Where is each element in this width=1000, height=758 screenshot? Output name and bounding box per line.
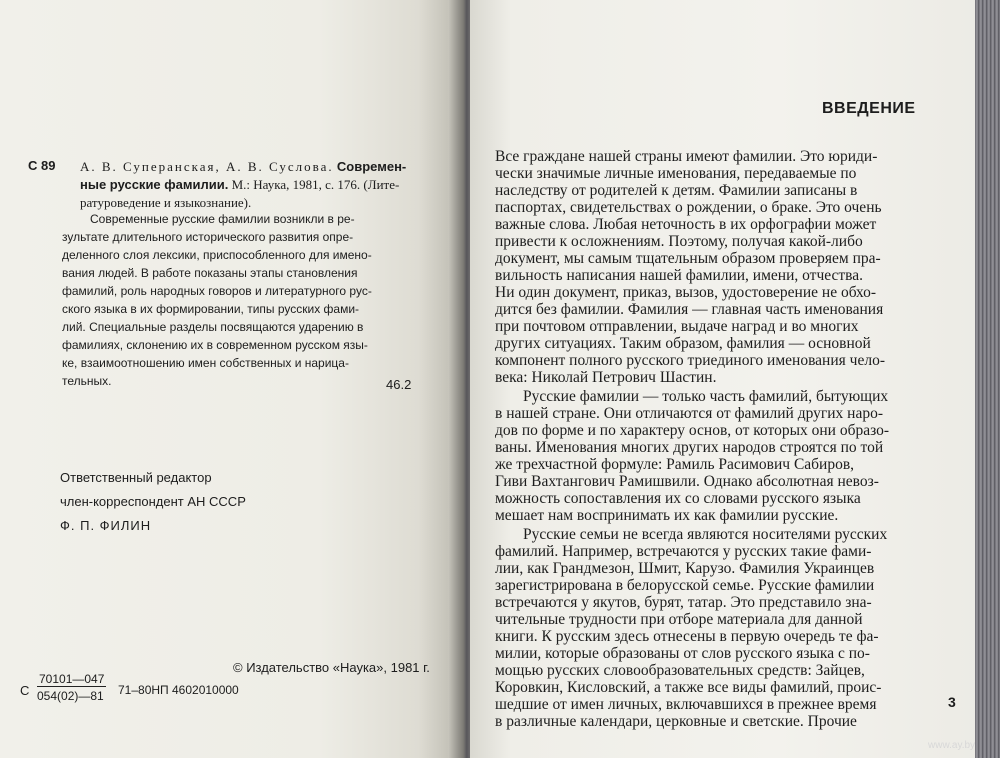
text-line: века: Николай Петрович Шастин.	[495, 369, 717, 386]
text-line: Гиви Вахтангович Рамишвили. Однако абсолютная невоз-	[495, 473, 879, 490]
text-line: дится без фамилии. Фамилия — главная часть именования	[495, 301, 884, 318]
text-line: книги. К русским здесь отнесены в первую очередь те фа-	[495, 628, 879, 645]
editor-label: Ответственный редактор	[60, 470, 212, 485]
text-line: фамилий. Например, встречаются у русских такие фами-	[495, 543, 872, 560]
biblio-line-1	[80, 158, 406, 175]
abstract-line: фамилиях, склонению их в современном русском язы-	[62, 338, 368, 352]
abstract-line: лий. Специальные разделы посвящаются ударению в	[62, 320, 364, 334]
text-line: ваны. Именования многих других народов строятся по той	[495, 439, 884, 456]
text-line: вильность написания нашей фамилии, имени, отчества.	[495, 267, 864, 284]
copyright: © Издательство «Наука», 1981 г.	[233, 660, 430, 675]
abstract-line: ке, взаимоотношению имен собственных и нарица-	[62, 356, 349, 370]
text-line: Русские семьи не всегда являются носителями русских	[523, 526, 888, 543]
text-line: чески значимые личные именования, передаваемые по	[495, 165, 857, 182]
text-line: лии, как Грандмезон, Шмит, Карузо. Фамилия Украинцев	[495, 560, 875, 577]
index-rest: 71–80НП 4602010000	[118, 683, 239, 697]
abstract-line: Современные русские фамилии возникли в ре-	[90, 212, 355, 226]
page-edges	[975, 0, 1000, 758]
text-line: других ситуациях. Таким образом, фамилия — основной	[495, 335, 871, 352]
abstract-line: ского языка в их формировании, типы русских фами-	[62, 302, 360, 316]
text-line: Все граждане нашей страны имеют фамилии. Это юриди-	[495, 148, 878, 165]
text-line: дов по форме и по характеру основ, от которых они образо-	[495, 422, 890, 439]
watermark: www.ay.by	[928, 740, 976, 751]
text-line: зарегистрирована в белорусской семье. Русские фамилии	[495, 577, 875, 594]
abstract-line: фамилий, роль народных говоров и литературного рус-	[62, 284, 372, 298]
editor-title: член-корреспондент АН СССР	[60, 494, 246, 509]
text-line: можность сопоставления их со словами русского языка	[495, 490, 861, 507]
biblio-title-end: ные русские фамилии.	[80, 177, 229, 192]
index-numerator: 70101—047	[39, 672, 105, 686]
biblio-authors: А. В. Суперанская, А. В. Суслова.	[80, 159, 334, 174]
udc-code: 46.2	[386, 377, 412, 392]
text-line: шедшие от имен личных, включавшихся в прежнее время	[495, 696, 877, 713]
abstract-line: деленного слоя лексики, приспособленного для имено-	[62, 248, 372, 262]
biblio-imprint: М.: Наука, 1981, с. 176. (Лите-	[231, 177, 400, 192]
text-line: привести к осложнениям. Поэтому, получая какой-либо	[495, 233, 863, 250]
biblio-title-start: Современ-	[336, 159, 407, 174]
text-line: важные слова. Любая неточность в их орфографии может	[495, 216, 877, 233]
text-line: мощью русских словообразовательных средств: Зайцев,	[495, 662, 865, 679]
text-line: Ни один документ, приказ, вызов, удостоверение не обхо-	[495, 284, 877, 301]
index-denominator: 054(02)—81	[37, 689, 104, 703]
text-line: документ, мы самым тщательным образом проверяем пра-	[495, 250, 881, 267]
biblio-line-3: ратуроведение и языкознание).	[80, 195, 252, 210]
text-line: в различные календари, церковные и светские. Прочие	[495, 713, 857, 730]
text-line: мешает нам воспринимать их как фамилии русские.	[495, 507, 839, 524]
text-line: встречаются у якутов, бурят, татар. Это представило зна-	[495, 594, 872, 611]
index-letter: С	[20, 683, 30, 698]
text-line: чительные трудности при отборе материала для данной	[495, 611, 863, 628]
text-line: наследству от родителей к детям. Фамилии записаны в	[495, 182, 858, 199]
text-line: милии, которые образованы от слов русского языка с по-	[495, 645, 870, 662]
editor-name: Ф. П. ФИЛИН	[60, 518, 152, 533]
abstract-line: зультате длительного исторического развития опре-	[62, 230, 354, 244]
abstract-line: тельных.	[62, 374, 112, 388]
text-line: паспортах, свидетельствах о рождении, о браке. Это очень	[495, 199, 882, 216]
biblio-line-2	[80, 176, 399, 193]
text-line: в нашей стране. Они отличаются от фамилий других наро-	[495, 405, 883, 422]
chapter-heading: ВВЕДЕНИЕ	[822, 100, 916, 117]
text-line: при почтовом отправлении, выдаче наград и во многих	[495, 318, 859, 335]
page-number: 3	[948, 694, 956, 710]
abstract-line: вания людей. В работе показаны этапы становления	[62, 266, 358, 280]
text-line: Коровкин, Кисловский, а также все виды фамилий, проис-	[495, 679, 882, 696]
classification-code: С 89	[28, 158, 56, 173]
text-line: же трехчастной формуле: Рамиль Расимович Сабиров,	[495, 456, 855, 473]
text-line: Русские фамилии — только часть фамилий, бытующих	[523, 388, 889, 405]
text-line: компонент полного русского триединого именования чело-	[495, 352, 885, 369]
